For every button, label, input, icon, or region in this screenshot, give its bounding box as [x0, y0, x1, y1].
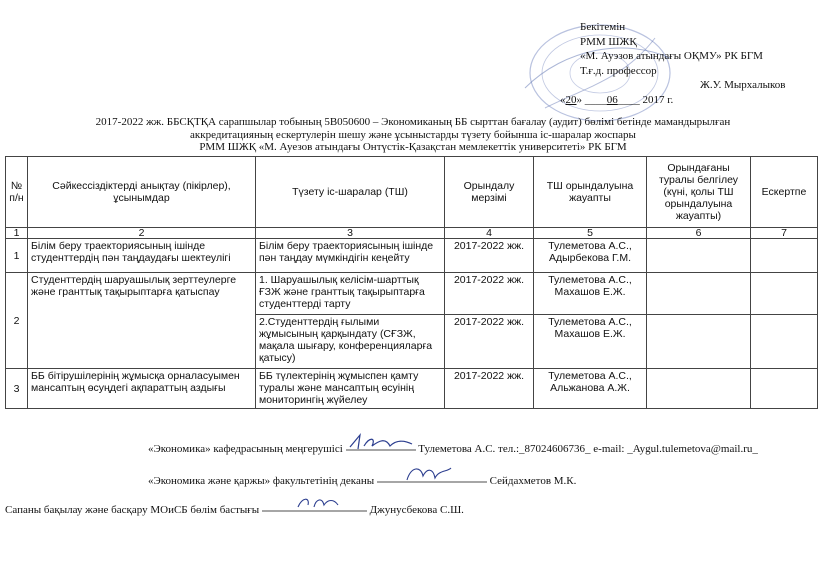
mark-cell	[647, 369, 751, 409]
column-number: 6	[647, 228, 751, 239]
approval-degree: Т.ғ.д. профессор	[580, 64, 657, 77]
head-of-department-contact: Тулеметова А.С. тел.:_87024606736_ e-mail: _Aygul.tulemetova@mail.ru_	[418, 443, 758, 455]
header-note: Ескертпе	[751, 157, 818, 228]
document-heading	[0, 116, 826, 154]
row-number: 1	[6, 239, 28, 273]
finding-cell: Білім беру траекториясының ішінде студенттердің пән таңдаудағы шектеулігі	[28, 239, 256, 273]
heading-line-3: РММ ШЖҚ «М. Ауезов атындағы Онтүстік-Қазақстан мемлекеттік университеті» РК БГМ	[199, 141, 627, 153]
approval-title: Бекітемін	[580, 21, 626, 33]
table-row	[6, 273, 818, 315]
dean-name: Сейдахметов М.К.	[489, 475, 577, 487]
header-mark: Орындағаны туралы белгілеу (күні, қолы ТШ орындалуына жауапты)	[647, 157, 751, 228]
column-number: 3	[256, 228, 445, 239]
row-number: 3	[6, 369, 28, 409]
header-deadline: Орындалу мерзімі	[445, 157, 534, 228]
note-cell	[751, 273, 818, 315]
responsible-cell: Тулеметова А.С., Махашов Е.Ж.	[534, 273, 647, 315]
approval-date: «20» ____06____ 2017 г.	[560, 93, 674, 106]
deadline-cell: 2017-2022 жж.	[445, 315, 534, 369]
footer-line-2	[148, 464, 576, 487]
responsible-cell: Тулеметова А.С., Махашов Е.Ж.	[534, 315, 647, 369]
approval-university: «М. Ауэзов атындағы ОҚМУ» РК БГМ	[580, 50, 763, 62]
finding-cell: Студенттердің шаруашылық зерттеулерге және гранттық тақырыптарға қатыспау	[28, 273, 256, 369]
header-finding: Сәйкессіздіктерді анықтау (пікірлер), ұсынымдар	[28, 157, 256, 228]
action-cell: 2.Студенттердің ғылыми жұмысының қарқындату (СҒЗЖ, мақала шығару, конференцияларға қатысу)	[256, 315, 445, 369]
footer-line-1	[148, 432, 758, 455]
responsible-cell: Тулеметова А.С., Альжанова А.Ж.	[534, 369, 647, 409]
signature-icon	[377, 464, 487, 484]
row-number: 2	[6, 273, 28, 369]
action-cell: Білім беру траекториясының ішінде пән таңдау мүмкіндігін кеңейту	[256, 239, 445, 273]
signature-icon	[346, 432, 416, 452]
table-header-row	[6, 157, 818, 228]
quality-head-label: Сапаны бақылау және басқару МОиСБ бөлім бастығы	[5, 504, 260, 516]
approval-org: РММ ШЖҚ	[580, 35, 637, 48]
note-cell	[751, 369, 818, 409]
header-responsible: ТШ орындалуына жауапты	[534, 157, 647, 228]
note-cell	[751, 239, 818, 273]
head-of-department-label: «Экономика» кафедрасының меңгерушісі	[148, 443, 343, 455]
deadline-cell: 2017-2022 жж.	[445, 273, 534, 315]
table-row	[6, 369, 818, 409]
column-number: 5	[534, 228, 647, 239]
action-cell: 1. Шаруашылық келісім-шарттық ҒЗЖ және гранттық тақырыптарға студенттерді тарту	[256, 273, 445, 315]
dean-label: «Экономика және қаржы» факультетінің деканы	[148, 475, 375, 487]
deadline-cell: 2017-2022 жж.	[445, 369, 534, 409]
heading-line-1: 2017-2022 жж. ББСҚТҚА сарапшылар тобының 5В050600 – Экономиканың ББ сырттан бағалау (аудит) бөлімі бетінде мамандырылған	[95, 116, 731, 128]
approval-block	[560, 20, 786, 107]
column-number: 7	[751, 228, 818, 239]
approval-signatory: Ж.У. Мырхалыков	[700, 79, 786, 91]
signature-icon	[262, 493, 367, 513]
quality-head-name: Джунусбекова С.Ш.	[369, 504, 464, 516]
column-number-row	[6, 228, 818, 239]
mark-cell	[647, 273, 751, 315]
header-action: Түзету іс-шаралар (ТШ)	[256, 157, 445, 228]
column-number: 1	[6, 228, 28, 239]
heading-line-2: аккредитацияның ескертулерін шешу және ұсыныстарды түзету бойынша іс-шаралар жоспары	[190, 128, 636, 141]
finding-cell: ББ бітірушілерінің жұмысқа орналасуымен мансаптың өсуңдегі ақпараттың аздығы	[28, 369, 256, 409]
column-number: 4	[445, 228, 534, 239]
note-cell	[751, 315, 818, 369]
responsible-cell: Тулеметова А.С., Адырбекова Г.М.	[534, 239, 647, 273]
plan-table	[5, 156, 818, 409]
action-cell: ББ түлектерінің жұмыспен қамту туралы және мансаптың өсуінің мониторингің жүйелеу	[256, 369, 445, 409]
footer-line-3	[5, 493, 464, 516]
deadline-cell: 2017-2022 жж.	[445, 239, 534, 273]
mark-cell	[647, 315, 751, 369]
mark-cell	[647, 239, 751, 273]
table-row	[6, 239, 818, 273]
header-number: № п/н	[6, 157, 28, 228]
column-number: 2	[28, 228, 256, 239]
